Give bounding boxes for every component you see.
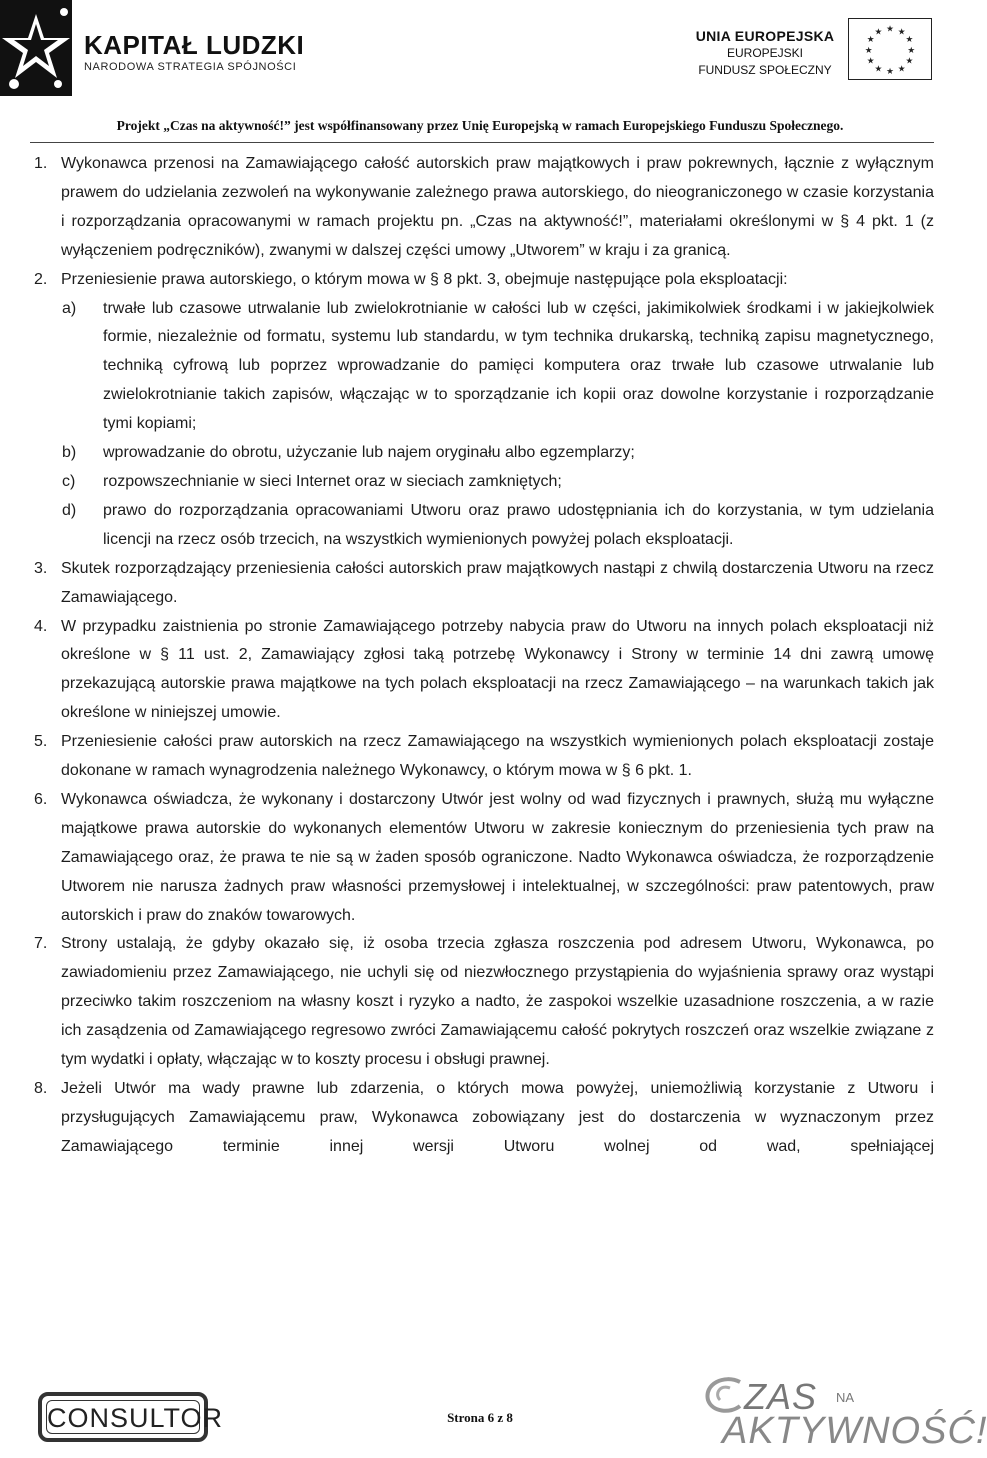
clause-text: Przeniesienie całości praw autorskich na rzecz Zamawiającego na wszystkich wymienionych polach eksploatacji zostaje dokonane w ramach wynagrodzenia należnego Wykonawcy, o którym mowa w § 6 pkt. 1. <box>61 733 934 780</box>
clause-1 <box>30 150 934 266</box>
subclause-letter: c) <box>62 472 76 490</box>
czas-logo-bottom: AKTYWNOŚĆ! <box>722 1410 987 1452</box>
svg-text:★: ★ <box>874 27 883 38</box>
clause-text: W przypadku zaistnienia po stronie Zamawiającego potrzeby nabycia praw do Utworu na innych polach eksploatacji niż określone w § 11 ust. 2, Zamawiający zgłosi taką potrzebę Wykonawcy i Strony w terminie 14 dni zawrą umowę przekazującą autorskie prawa majątkowe na tych polach eksploatacji na rzecz Zamawiającego – na warunkach takich jak określone w niniejszej umowie. <box>61 617 934 722</box>
svg-text:★: ★ <box>866 56 875 67</box>
clause-number: 2. <box>34 270 48 288</box>
subclause-text: rozpowszechnianie w sieci Internet oraz w sieciach zamkniętych; <box>103 472 562 490</box>
header-divider <box>30 142 934 143</box>
svg-text:★: ★ <box>864 45 873 56</box>
czas-logo-na: NA <box>836 1390 855 1405</box>
eu-logo-text <box>690 28 840 79</box>
subclause-b <box>62 439 934 468</box>
subclause-letter: a) <box>62 299 77 317</box>
clause-4 <box>30 613 934 729</box>
svg-text:★: ★ <box>905 56 914 67</box>
subclause-a <box>62 295 934 440</box>
clause-7 <box>30 930 934 1075</box>
kapital-ludzki-subtitle: NARODOWA STRATEGIA SPÓJNOŚCI <box>84 61 297 73</box>
svg-text:★: ★ <box>897 64 906 75</box>
clause-number: 4. <box>34 617 48 635</box>
clause-number: 5. <box>34 733 48 751</box>
consultor-logo-text: CONSULTOR <box>46 1400 200 1434</box>
subclause-text: trwałe lub czasowe utrwalanie lub zwielokrotnianie w całości lub w części, jakimikolwiek środkami i w jakiejkolwiek formie, niezależnie od formatu, systemu lub standardu, w tym technika drukarską, techniką zapisu magnetycznego, techniką cyfrową lub poprzez wprowadzanie do pamięci komputera oraz trwałe lub czasowe utrwalanie lub zwielokrotnianie takich zapisów, włączając w to sporządzanie ich kopii oraz dowolne korzystanie i rozporządzanie tymi kopiami; <box>103 299 934 433</box>
kapital-ludzki-logo <box>0 0 305 96</box>
page-number: Strona 6 z 8 <box>447 1410 513 1425</box>
clause-text: Skutek rozporządzający przeniesienia całości autorskich praw majątkowych nastąpi z chwilą dostarczenia Utworu na rzecz Zamawiającego. <box>61 559 934 606</box>
subclause-c <box>62 468 934 497</box>
eu-line-3: FUNDUSZ SPOŁECZNY <box>698 63 832 77</box>
svg-text:★: ★ <box>886 67 894 78</box>
subclause-d <box>62 497 934 555</box>
page-footer <box>0 1370 987 1458</box>
clause-2 <box>30 266 934 295</box>
clause-text: Przeniesienie prawa autorskiego, o którym mowa w § 8 pkt. 3, obejmuje następujące pola eksploatacji: <box>61 270 788 288</box>
czas-logo-top: ZAS <box>744 1376 818 1417</box>
clause-text: Strony ustalają, że gdyby okazało się, iż osoba trzecia zgłasza roszczenia pod adresem Utworu, Wykonawca, po zawiadomieniu przez Zamawiającego, nie uchyli się od niezwłocznego przystąpienia do wyjaśnienia sprawy oraz wystąpi przeciwko takim roszczeniom na własny koszt i ryzyko a nadto, że zaspokoi wszelkie uzasadnione roszczenia, a w razie ich zasądzenia od Zamawiającego regresowo zwróci Zamawiającemu całość pokrytych roszczeń oraz wszelkie związane z tym wydatki i opłaty, włączając w to koszty procesu i obsługi prawnej. <box>61 935 934 1069</box>
clause-text: Jeżeli Utwór ma wady prawne lub zdarzenia, o których mowa powyżej, uniemożliwią korzystanie z Utworu i przysługujących Zamawiającemu praw, Wykonawca zobowiązany jest do dostarczenia w wyznaczonym przez Zamawiającego terminie innej wersji Utworu wolnej od wad, spełniającej <box>61 1080 934 1155</box>
eu-flag-icon <box>848 18 932 80</box>
svg-text:★: ★ <box>905 35 914 46</box>
clause-8 <box>30 1075 934 1155</box>
svg-text:★: ★ <box>907 45 916 56</box>
project-cofinancing-note: Projekt „Czas na aktywność!” jest współfinansowany przez Unię Europejską w ramach Europejskiego Funduszu Społecznego. <box>116 118 844 133</box>
eu-logo <box>690 18 940 98</box>
svg-text:★: ★ <box>866 35 875 46</box>
clause-text: Wykonawca oświadcza, że wykonany i dostarczony Utwór jest wolny od wad fizycznych i prawnych, służą mu wyłączne majątkowe prawa autorskie do wykonanych elementów Utworu w zakresie koniecznym do przeniesienia tych praw na Zamawiającego oraz, że prawa te nie są w żaden sposób ograniczone. Nadto Wykonawca oświadcza, że rozporządzenie Utworem nie narusza żadnych praw własności przemysłowej i intelektualnej, w szczególności: praw patentowych, praw autorskich i praw do znaków towarowych. <box>61 790 934 924</box>
clause-number: 7. <box>34 935 48 953</box>
czas-na-aktywnosc-logo <box>700 1376 987 1456</box>
subclause-letter: b) <box>62 444 77 462</box>
kapital-ludzki-title: KAPITAŁ LUDZKI <box>84 30 305 60</box>
subclause-text: prawo do rozporządzania opracowaniami Utworu oraz prawo udostępniania ich do korzystania, w tym udzielania licencji na rzecz osób trzecich, na wszystkich wymienionych powyżej polach eksploatacji. <box>103 501 934 548</box>
svg-text:★: ★ <box>874 64 883 75</box>
svg-text:★: ★ <box>897 27 906 38</box>
subclause-letter: d) <box>62 501 77 519</box>
clause-6 <box>30 786 934 931</box>
eu-line-2: EUROPEJSKI <box>726 46 804 60</box>
svg-text:★: ★ <box>886 24 894 35</box>
clause-number: 3. <box>34 559 48 577</box>
clause-number: 6. <box>34 790 48 808</box>
clause-3 <box>30 555 934 613</box>
kapital-ludzki-star-icon <box>0 0 72 96</box>
page-header <box>0 0 960 140</box>
eu-line-1: UNIA EUROPEJSKA <box>695 28 835 44</box>
clause-5 <box>30 728 934 786</box>
subclause-text: wprowadzanie do obrotu, użyczanie lub najem oryginału albo egzemplarzy; <box>103 444 635 462</box>
clause-number: 8. <box>34 1080 48 1097</box>
document-body <box>30 150 934 1155</box>
clause-number: 1. <box>34 155 48 172</box>
clause-text: Wykonawca przenosi na Zamawiającego całość autorskich praw majątkowych i praw pokrewnych, łącznie z wyłącznym prawem do udzielania zezwoleń na wykonywanie zależnego prawa autorskiego, do nieograniczonego w czasie korzystania i rozporządzania opracowanymi w ramach projektu pn. „Czas na aktywność!”, materiałami określonymi w § 4 pkt. 1 (z wyłączeniem podręczników), zwanymi w dalszej części umowy „Utworem” w kraju i za granicą. <box>61 155 934 259</box>
